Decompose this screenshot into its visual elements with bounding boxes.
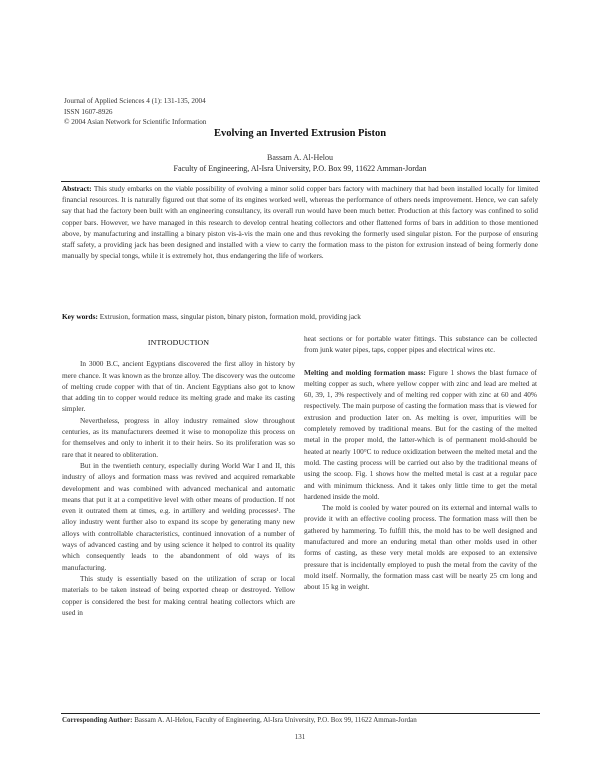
keywords [62,312,538,321]
paper-title: Evolving an Inverted Extrusion Piston [213,128,387,139]
issn: ISSN 1607-8926 [64,107,113,116]
keywords-label: Key words: [62,312,98,321]
intro-paragraph: This study is essentially based on the utilization of scrap or local materials to be taken instead of being exported cheap or destroyed. Yellow copper is considered the best for making central heating collectors which are used in [62,573,295,617]
author-name: Bassam A. Al-Helou [267,153,333,162]
abstract [62,183,538,261]
abstract-top-rule [61,181,540,182]
corresponding-author-footnote [62,716,542,724]
melting-section-paragraph: The mold is cooled by water poured on its external and internal walls to provide it with an effective cooling process. The formation mass will then be gathered by hammering. To fulfill this, the mold has to be well designed and manufactured and more an enduring metal than other molds used in other forms of casting, as these very metal molds are exposed to an extensive pressure that is incidentally employed to push the metal from the cavity of the mold itself. Normally, the formation mass cast will be nearly 25 cm long and about 15 kg in weight. [304,503,537,592]
keywords-text: Extrusion, formation mass, singular piston, binary piston, formation mold, providing jack [99,312,361,321]
melting-section-paragraph [304,367,537,503]
copyright: © 2004 Asian Network for Scientific Information [64,118,207,126]
footnote-rule [61,713,540,714]
abstract-text: This study embarks on the viable possibility of evolving a minor solid copper bars factory with machinery that had been installed locally for limited financial resources. It is naturally figured out that some of its engines worked well, whereas the performance of others needs improvement. Hence, we can safely say that had the factory been built with an engineering consultancy, its overall run would have been much better. Production at this factory was confined to solid copper bars. However, we have managed in this research to develop central heating collectors and other flattened forms of bars in addition to those mentioned above, by manufacturing and installing a binary piston vis-à-vis the main one and thus revoking the formerly used singular piston. For the purpose of ensuring staff safety, a providing jack has been designed and installed with a view to carry the formation mass to the piston for extrusion instead of being formerly done manually by special tongs, while it is extremely hot, thus endangering the life of workers. [62,184,538,261]
page-number: 131 [294,733,306,741]
intro-paragraph: Nevertheless, progress in alloy industry remained slow throughout centuries, as its manufacturers deemed it wise to monopolize this process on for themselves and only to inherit it to their heirs. So its proliferation was so rare that it neared to obliteration. [62,415,295,459]
author-affiliation: Faculty of Engineering, Al-Isra University, P.O. Box 99, 11622 Amman-Jordan [173,164,427,173]
journal-citation: Journal of Applied Sciences 4 (1): 131-135, 2004 [64,97,206,105]
intro-paragraph: But in the twentieth century, especially during World War I and II, this industry of alloys and formation mass was revived and acquired remarkable development and was combined with advanced mechanical and automatic means that put it at a competitive level with other means of production. If not even it outrated them at times, e.g. in artillery and welding processes¹. The alloy industry went further also to expand its scope by generating many new alloys with controllable characteristics, continued innovation of a number of ways of advanced casting and by using science it helped to control its quality which consequently leads to the abandonment of old ways of its manufacturing. [62,460,295,572]
section-heading-introduction: INTRODUCTION [147,338,210,347]
journal-header [64,96,206,128]
continued-paragraph: heat sections or for portable water fittings. This substance can be collected from junk water pipes, taps, copper pipes and electrical wires etc. [304,334,537,355]
left-column [62,337,295,618]
footnote-label: Corresponding Author: [62,716,133,724]
footnote-text: Bassam A. Al-Helou, Faculty of Engineering, Al-Isra University, P.O. Box 99, 11622 Amman-Jordan [134,716,417,724]
melting-section-heading: Melting and molding formation mass: [304,367,426,377]
intro-paragraph: In 3000 B.C, ancient Egyptians discovered the first alloy in history by mere chance. It was known as the bronze alloy. The discovery was the outcome of melting crude copper with that of tin. Ancient Egyptians also got to know that adding tin to copper would reduce its melting grade and make its casting simpler. [62,359,295,414]
abstract-label: Abstract: [62,184,92,193]
melting-section-text: Figure 1 shows the blast furnace of melting copper as such, where yellow copper with zinc and lead are melted at 60, 39, 1, 3% respectively and of melting red copper with zinc at 60 and 40% respectively. The main purpose of casting the formation mass that is viewed for extrusion and production later on. As melting is over, impurities will be completely removed by traditional means. But for the casting of the melted metal in the proper mold, the latter-which is of permanent mold-should be heated at nearly 100°C to reduce oxidization between the melted metal and the mold. The casting process will be carried out also by the traditional means of using the scoop. Fig. 1 shows how the melted metal is cast at a regular pace and with minimum thickness. And it takes only little time to get the metal hardened inside the mold. [304,367,537,501]
right-column [304,333,537,593]
